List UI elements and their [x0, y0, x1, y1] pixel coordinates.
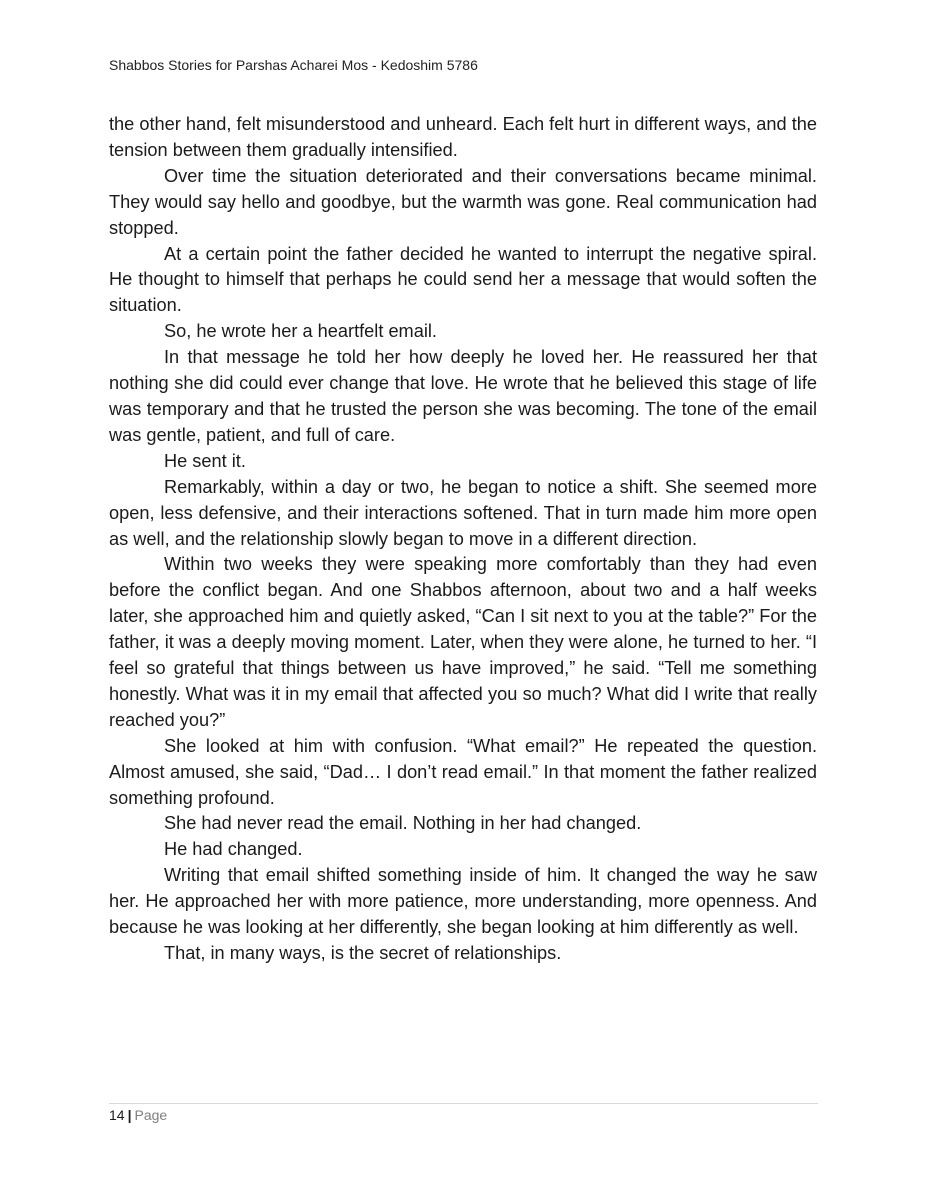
page-number: 14 [109, 1107, 125, 1123]
paragraph: At a certain point the father decided he wanted to interrupt the negative spiral. He thought to himself that perhaps he could send her a message that would soften the situation. [109, 243, 817, 316]
page-label: Page [134, 1107, 168, 1123]
running-header: Shabbos Stories for Parshas Acharei Mos - Kedoshim 5786 [109, 57, 478, 73]
paragraph: Writing that email shifted something inside of him. It changed the way he saw her. He approached her with more patience, more understanding, more openness. And because he was looking at her differently, she began looking at him differently as well. [109, 865, 817, 938]
paragraph: Within two weeks they were speaking more comfortably than they had even before the conflict began. And one Shabbos afternoon, about two and a half weeks later, she approached him and quietly asked, “Can I sit next to you at the table?” For the father, it was a deeply moving moment. Later, when they were alone, he turned to her. “I feel so grateful that things between us have improved,” he said. “Tell me something honestly. What was it in my email that affected you so much? What did I write that really reached you?” [109, 554, 817, 730]
paragraph: She had never read the email. Nothing in her had changed. [164, 813, 642, 834]
footer-divider [109, 1103, 818, 1104]
paragraph: That, in many ways, is the secret of relationships. [164, 943, 562, 963]
paragraph: Over time the situation deteriorated and their conversations became minimal. They would say hello and goodbye, but the warmth was gone. Real communication had stopped. [109, 165, 817, 238]
body-text [109, 112, 817, 967]
page-footer [109, 1105, 167, 1125]
paragraph: So, he wrote her a heartfelt email. [164, 321, 437, 342]
paragraph: She looked at him with confusion. “What email?” He repeated the question. Almost amused, she said, “Dad… I don’t read email.” In that moment the father realized something profound. [109, 735, 817, 808]
paragraph: He sent it. [164, 450, 246, 471]
paragraph: Remarkably, within a day or two, he began to notice a shift. She seemed more open, less defensive, and their interactions softened. That in turn made him more open as well, and the relationship slowly began to move in a different direction. [109, 476, 817, 549]
paragraph: He had changed. [164, 839, 303, 860]
paragraph: the other hand, felt misunderstood and unheard. Each felt hurt in different ways, and the tension between them gradually intensified. [109, 114, 817, 160]
footer-separator: | [127, 1107, 132, 1123]
paragraph: In that message he told her how deeply he loved her. He reassured her that nothing she did could ever change that love. He wrote that he believed this stage of life was temporary and that he trusted the person she was becoming. The tone of the email was gentle, patient, and full of care. [109, 347, 817, 445]
